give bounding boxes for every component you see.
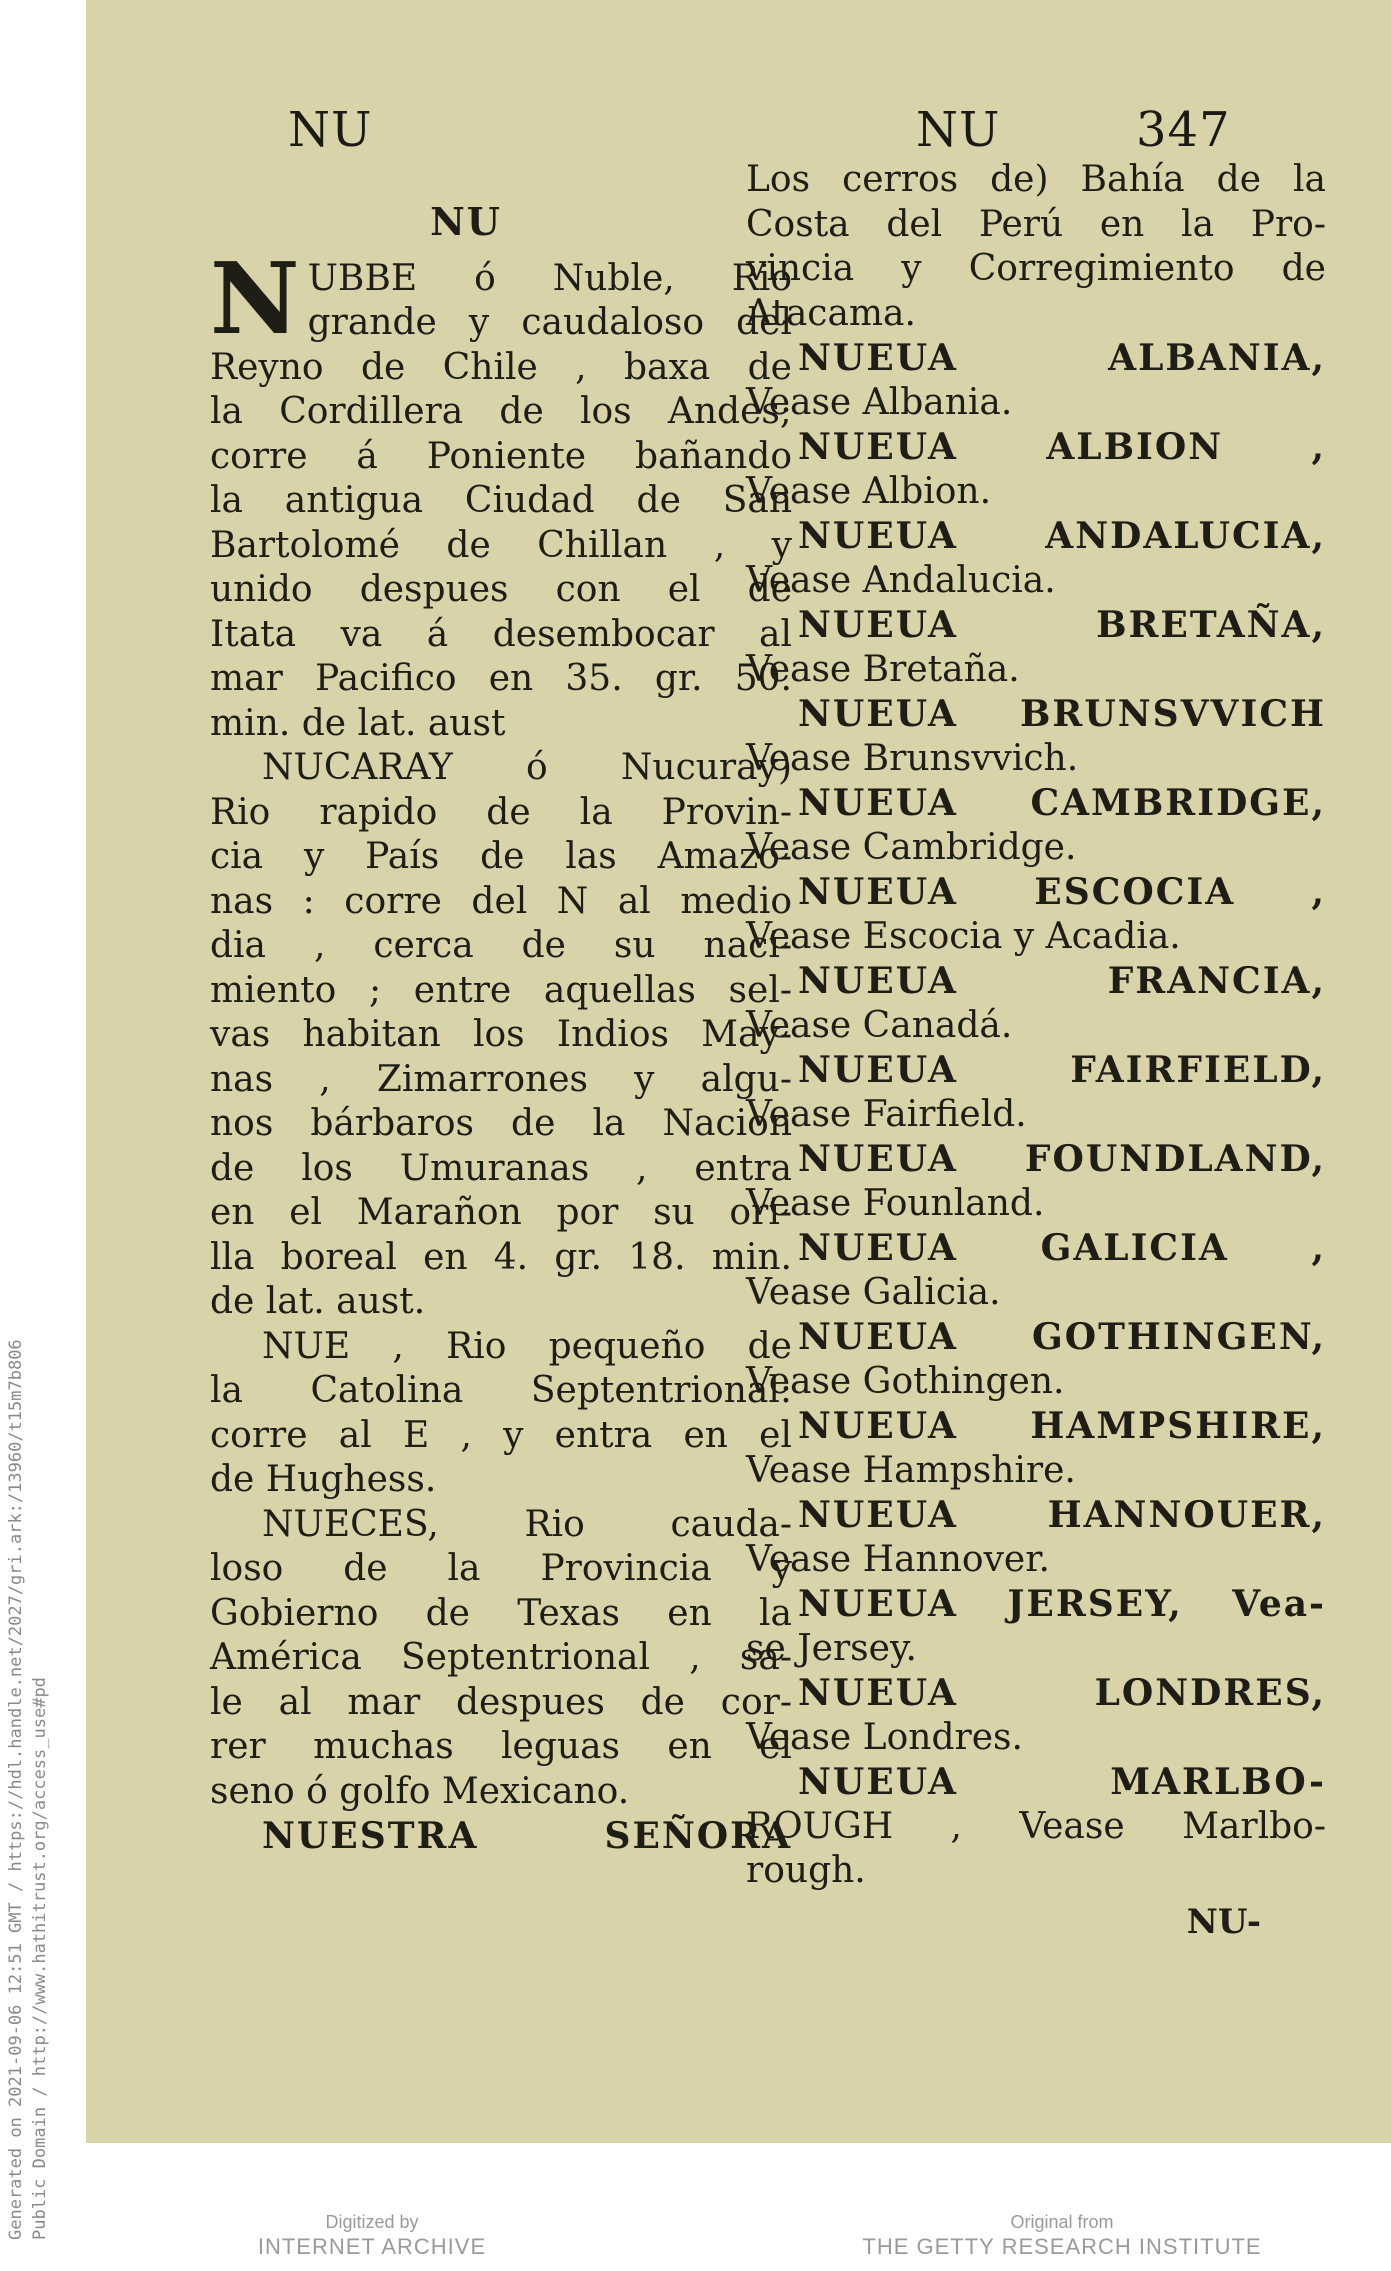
footer-right-big: THE GETTY RESEARCH INSTITUTE [862,2234,1262,2259]
text-line: en el Marañon por su ori- [210,1192,792,1233]
text-line: Vease Gothingen. [746,1360,1065,1402]
text-line: América Septentrional , sa- [210,1637,792,1678]
entry-line: NUECES, Rio cauda- [262,1503,792,1545]
text-line: Costa del Perú en la Pro- [746,203,1326,245]
right-running-head: NU [916,102,1001,158]
text-line: Los cerros de) Bahía de la [746,159,1326,200]
text-line: Vease Escocia y Acadia. [746,915,1181,957]
footer-right-small: Original from [1010,2212,1114,2232]
text-line: Vease Albion. [746,470,992,512]
section-head: NU [430,199,502,244]
text-line: Vease Bretaña. [746,648,1020,690]
entry-head: NUEUA MARLBO- [798,1761,1326,1803]
text-line: Atacama. [746,292,916,334]
text-line: rer muchas leguas en el [210,1726,792,1767]
hathitrust-side-stamp [4,1060,52,2240]
text-line: nas : corre del N al medio [210,880,792,922]
entry-head: NUEUA JERSEY, Vea- [798,1583,1326,1625]
text-line: se Jersey. [746,1627,917,1669]
text-line: la Cordillera de los Andes; [210,391,792,432]
text-line: cia y País de las Amazo- [210,836,792,877]
entry-head: NUEUA GOTHINGEN, [798,1316,1326,1358]
text-line: seno ó golfo Mexicano. [210,1770,630,1812]
text-line: mar Pacifico en 35. gr. 50. [210,658,792,699]
entry-line: NUE , Rio pequeño de [262,1325,792,1367]
entry-line: NUESTRA SEÑORA [262,1815,792,1857]
text-line: de lat. aust. [210,1281,426,1322]
text-line: Vease Canadá. [746,1004,1013,1046]
text-line: Gobierno de Texas en la [210,1592,792,1634]
text-line: Vease Hampshire. [746,1449,1076,1491]
text-line: Vease Galicia. [746,1271,1001,1313]
text-line: ROUGH , Vease Marlbo- [746,1805,1326,1847]
text-line: Vease Andalucia. [746,559,1056,601]
entry-head: NUEUA FOUNDLAND, [798,1138,1326,1180]
text-line: miento ; entre aquellas sel- [210,969,792,1011]
entry-head: NUEUA HAMPSHIRE, [798,1405,1326,1447]
text-line: Vease Hannover. [746,1538,1050,1580]
entry-head: NUEUA CAMBRIDGE, [798,782,1326,824]
entry-head: NUEUA ESCOCIA , [798,871,1326,913]
text-line: Reyno de Chile , baxa de [210,346,792,388]
text-line: Bartolomé de Chillan , y [210,524,792,566]
text-line: Itata va á desembocar al [210,613,792,655]
entry-head: NUEUA FRANCIA, [798,960,1326,1002]
entry-head: NUEUA HANNOUER, [798,1494,1326,1536]
entry-head: NUEUA BRETAÑA, [798,604,1326,646]
text-line: vas habitan los Indios May- [210,1014,792,1055]
scanned-page [86,0,1391,2143]
text-line: nas , Zimarrones y algu- [210,1058,792,1100]
text-line: la antigua Ciudad de San [210,480,792,521]
catchword: NU- [1186,1902,1261,1942]
entry-head: NUEUA BRUNSVVICH [798,693,1326,735]
text-line: corre al E , y entra en el [210,1414,792,1456]
footer-original-from [762,2210,1362,2260]
left-running-head: NU [288,102,373,158]
side-stamp-line-2: Public Domain / http://www.hathitrust.org/access_use#pd [30,1677,50,2240]
drop-cap: N [210,241,300,357]
entry-head: NUEUA FAIRFIELD, [798,1049,1326,1091]
text-line: dia , cerca de su naci- [210,925,792,966]
text-line: rough. [746,1850,866,1891]
footer-left-big: INTERNET ARCHIVE [257,2234,487,2259]
text-line: de los Umuranas , entra [210,1147,792,1189]
text-line: N UBBE ó Nuble, Rio [210,241,792,357]
text-line: corre á Poniente bañando [210,435,792,477]
text-line: loso de la Provincia y [210,1548,792,1589]
text-line: vincia y Corregimiento de [746,248,1326,289]
text-line: unido despues con el de [210,569,792,610]
text-line: Vease Brunsvvich. [746,737,1079,779]
text-line: Rio rapido de la Provin- [210,791,792,833]
text-line: Vease Londres. [746,1716,1023,1758]
text-line: Vease Founland. [746,1182,1045,1224]
text-line: Vease Albania. [746,381,1013,423]
left-column [210,200,792,1859]
entry-head: NUEUA LONDRES, [798,1672,1326,1714]
text-line: de Hughess. [210,1459,437,1500]
footer-left-small: Digitized by [325,2212,419,2232]
entry-head: NUEUA ALBION , [798,426,1326,468]
text-line: grande y caudaloso del [307,302,792,343]
text-line: nos bárbaros de la Nacion [210,1103,792,1144]
text-line: lla boreal en 4. gr. 18. min. [210,1236,792,1278]
side-stamp-line-1: Generated on 2021-09-06 12:51 GMT / https://hdl.handle.net/2027/gri.ark:/13960/t15m7b806 [6,1339,26,2240]
text-line: Vease Fairfield. [746,1093,1027,1135]
entry-head: NUEUA ANDALUCIA, [798,515,1326,557]
entry-head: NUEUA GALICIA , [798,1227,1326,1269]
text-line: la Catolina Septentrional: [210,1370,792,1411]
entry-line: NUCARAY ó Nucuray) [262,747,792,788]
footer-digitized-by [72,2210,672,2260]
text-line: le al mar despues de cor- [210,1681,792,1723]
text-line: min. de lat. aust [210,702,506,744]
right-column [746,158,1326,1894]
entry-head: NUEUA ALBANIA, [798,337,1326,379]
page-number: 347 [1136,102,1231,158]
text-line: Vease Cambridge. [746,826,1077,868]
